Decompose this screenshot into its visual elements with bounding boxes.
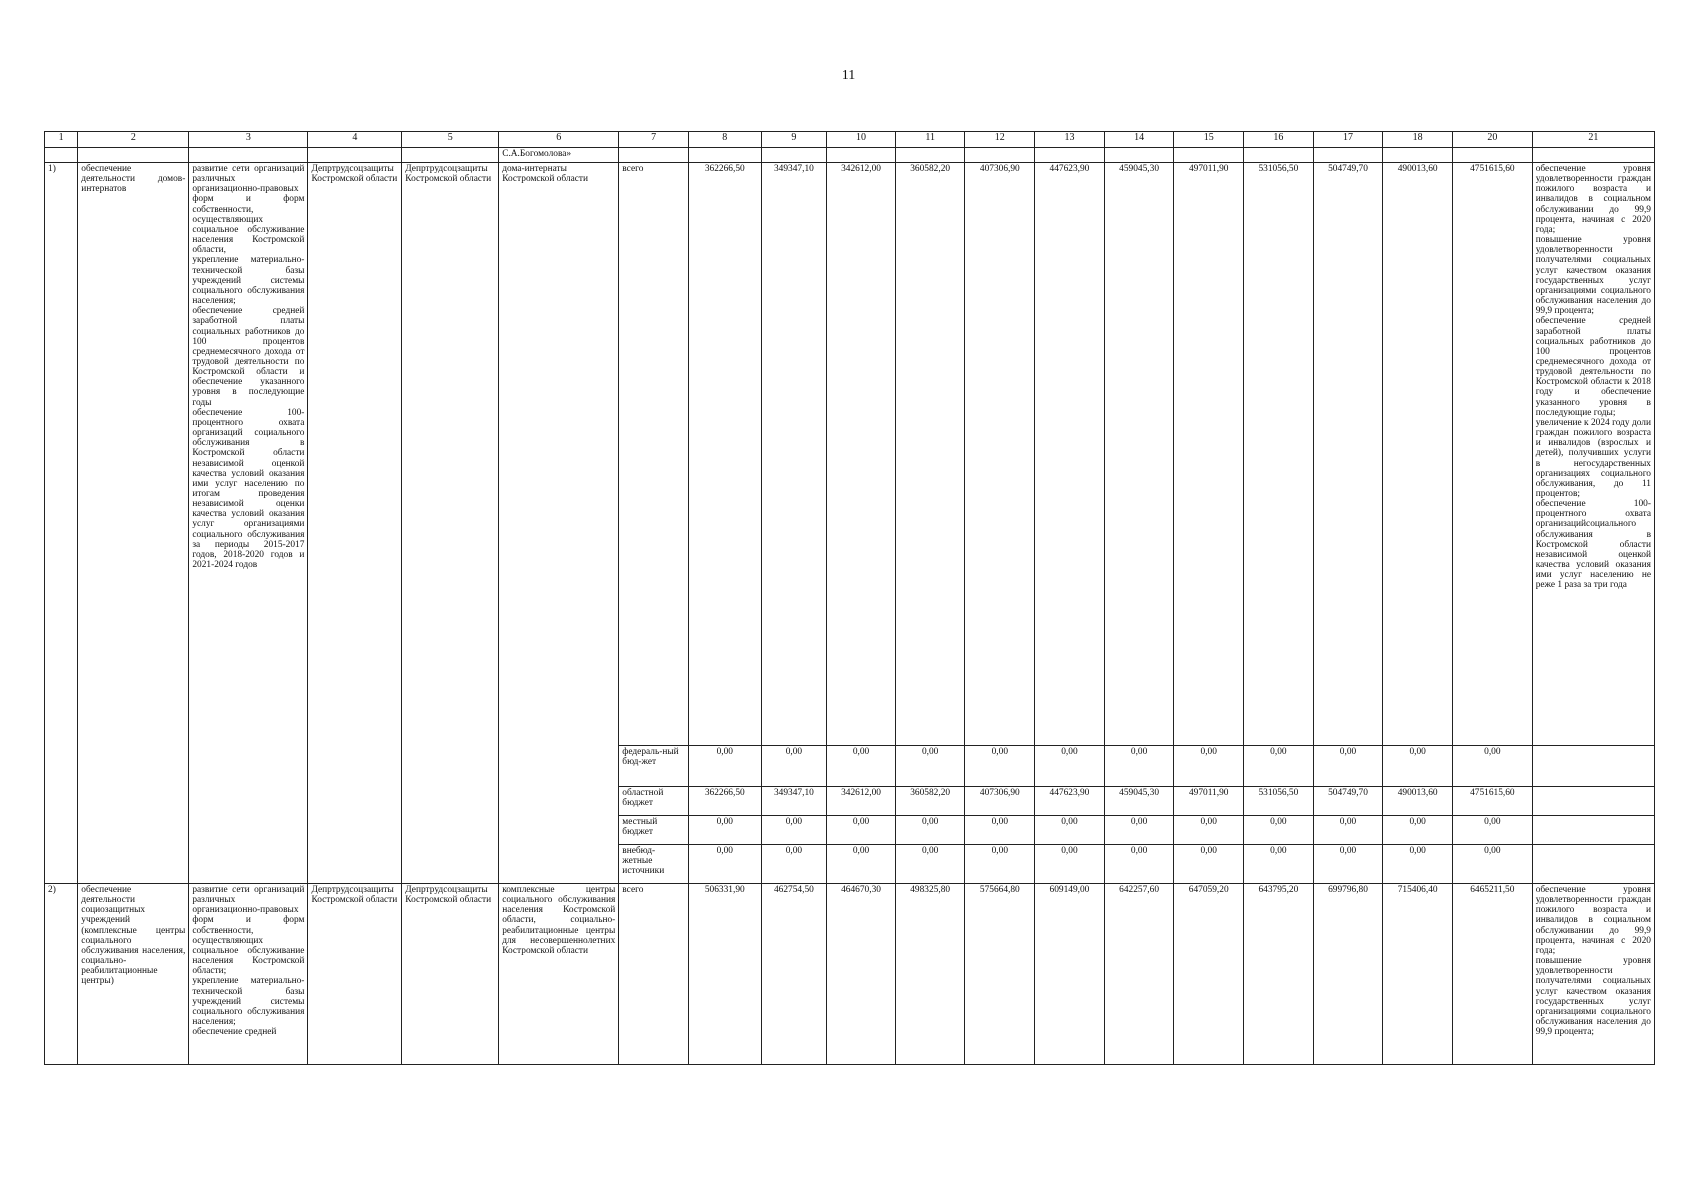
value-cell: 504749,70 bbox=[1313, 787, 1383, 816]
executor-cell: Депртрудсоцзащиты Костромской области bbox=[308, 163, 402, 884]
col-header: 14 bbox=[1104, 132, 1174, 148]
col-header: 5 bbox=[402, 132, 499, 148]
funding-source: федераль-ный бюд-жет bbox=[619, 746, 689, 787]
value-cell: 0,00 bbox=[1383, 746, 1453, 787]
carryover-text: С.А.Богомолова» bbox=[499, 148, 619, 163]
value-cell: 0,00 bbox=[1174, 845, 1244, 884]
value-cell: 4751615,60 bbox=[1452, 787, 1532, 816]
value-cell: 0,00 bbox=[761, 845, 827, 884]
col-header: 16 bbox=[1244, 132, 1314, 148]
col-header: 21 bbox=[1532, 132, 1654, 148]
value-cell: 0,00 bbox=[1383, 845, 1453, 884]
col-header: 11 bbox=[895, 132, 965, 148]
funding-source: областной бюджет bbox=[619, 787, 689, 816]
col-header: 20 bbox=[1452, 132, 1532, 148]
results-cell: обеспечение уровня удовлетворенности граждан пожилого возраста и инвалидов в социальном обслуживании до 99,9 процента, начиная с 2020 года; повышение уровня удовлетворенности получателями социальных услуг качеством оказания государственных услуг организациями социального обслуживания населения до 99,9 процента; обеспечение средней заработной платы социальных работников до 100 процентов среднемесячного дохода от трудовой деятельности по Костромской области к 2018 году и обеспечение указанного уровня в последующие годы; увеличение к 2024 году доли граждан пожилого возраста и инвалидов (взрослых и детей), получивших услуги в негосударственных организациях социального обслуживания, до 11 процентов; обеспечение 100-процентного охвата организацийсоциального обслуживания в Костромской области независимой оценкой качества условий оказания ими услуг населению не реже 1 раза за три года bbox=[1532, 163, 1654, 746]
value-cell: 4751615,60 bbox=[1452, 163, 1532, 746]
col-header: 9 bbox=[761, 132, 827, 148]
value-cell: 459045,30 bbox=[1104, 163, 1174, 746]
row-number: 1) bbox=[45, 163, 78, 884]
value-cell: 497011,90 bbox=[1174, 163, 1244, 746]
value-cell: 0,00 bbox=[1104, 816, 1174, 845]
measures-cell: развитие сети организаций различных организационно-правовых форм и форм собственности, осуществляющих социальное обслуживание населения Костромской области; укрепление материально-технической базы учреждений системы социального обслуживания населения; обеспечение средней bbox=[189, 884, 308, 1065]
col-header: 15 bbox=[1174, 132, 1244, 148]
col-header: 1 bbox=[45, 132, 78, 148]
value-cell: 0,00 bbox=[1104, 746, 1174, 787]
value-cell: 0,00 bbox=[1104, 845, 1174, 884]
institutions-cell: комплексные центры социального обслуживания населения Костромской области, социально-реабилитационные центры для несовершеннолетних Костромской области bbox=[499, 884, 619, 1065]
carryover-row bbox=[45, 148, 1655, 163]
col-header: 10 bbox=[827, 132, 896, 148]
value-cell: 0,00 bbox=[761, 816, 827, 845]
value-cell: 0,00 bbox=[965, 845, 1035, 884]
value-cell: 0,00 bbox=[688, 816, 761, 845]
funding-source: всего bbox=[619, 884, 689, 1065]
value-cell: 462754,50 bbox=[761, 884, 827, 1065]
value-cell: 362266,50 bbox=[688, 163, 761, 746]
value-cell: 0,00 bbox=[1035, 746, 1105, 787]
value-cell: 0,00 bbox=[1452, 816, 1532, 845]
table-row bbox=[45, 163, 1655, 746]
funding-source: всего bbox=[619, 163, 689, 746]
value-cell: 360582,20 bbox=[895, 163, 965, 746]
value-cell: 362266,50 bbox=[688, 787, 761, 816]
institutions-cell: дома-интернаты Костромской области bbox=[499, 163, 619, 884]
value-cell: 490013,60 bbox=[1383, 787, 1453, 816]
value-cell: 459045,30 bbox=[1104, 787, 1174, 816]
value-cell: 642257,60 bbox=[1104, 884, 1174, 1065]
value-cell: 0,00 bbox=[1174, 816, 1244, 845]
col-header: 8 bbox=[688, 132, 761, 148]
value-cell: 0,00 bbox=[1452, 845, 1532, 884]
value-cell: 464670,30 bbox=[827, 884, 896, 1065]
value-cell: 0,00 bbox=[688, 845, 761, 884]
value-cell: 447623,90 bbox=[1035, 163, 1105, 746]
value-cell: 0,00 bbox=[1035, 816, 1105, 845]
value-cell: 342612,00 bbox=[827, 787, 896, 816]
value-cell: 0,00 bbox=[895, 746, 965, 787]
participant-cell: Депртрудсоцзащиты Костромской области bbox=[402, 884, 499, 1065]
col-header: 18 bbox=[1383, 132, 1453, 148]
value-cell: 0,00 bbox=[827, 746, 896, 787]
table-row bbox=[45, 884, 1655, 1065]
value-cell: 609149,00 bbox=[1035, 884, 1105, 1065]
value-cell: 715406,40 bbox=[1383, 884, 1453, 1065]
value-cell: 6465211,50 bbox=[1452, 884, 1532, 1065]
col-header: 13 bbox=[1035, 132, 1105, 148]
value-cell: 0,00 bbox=[1244, 816, 1314, 845]
value-cell: 0,00 bbox=[1244, 845, 1314, 884]
value-cell: 0,00 bbox=[965, 746, 1035, 787]
value-cell: 349347,10 bbox=[761, 787, 827, 816]
header-row bbox=[45, 132, 1655, 148]
funding-source: внебюд-жетные источники bbox=[619, 845, 689, 884]
value-cell: 498325,80 bbox=[895, 884, 965, 1065]
value-cell: 447623,90 bbox=[1035, 787, 1105, 816]
value-cell: 0,00 bbox=[895, 816, 965, 845]
value-cell: 349347,10 bbox=[761, 163, 827, 746]
results-cell: обеспечение уровня удовлетворенности граждан пожилого возраста и инвалидов в социальном обслуживании до 99,9 процента, начиная с 2020 года; повышение уровня удовлетворенности получателями социальных услуг качеством оказания государственных услуг организациями социального обслуживания населения до 99,9 процента; bbox=[1532, 884, 1654, 1065]
value-cell: 0,00 bbox=[1244, 746, 1314, 787]
col-header: 12 bbox=[965, 132, 1035, 148]
value-cell: 0,00 bbox=[1313, 816, 1383, 845]
activity-cell: обеспечение деятельности домов-интернатов bbox=[78, 163, 189, 884]
value-cell: 360582,20 bbox=[895, 787, 965, 816]
value-cell: 699796,80 bbox=[1313, 884, 1383, 1065]
measures-cell: развитие сети организаций различных организационно-правовых форм и форм собственности, осуществляющих социальное обслуживание населения Костромской области, укрепление материально-технической базы учреждений системы социального обслуживания населения; обеспечение средней заработной платы социальных работников до 100 процентов среднемесячного дохода от трудовой деятельности по Костромской области и обеспечение указанного уровня в последующие годы обеспечение 100-процентного охвата организаций социального обслуживания в Костромской области независимой оценкой качества условий оказания ими услуг населению по итогам проведения независимой оценки качества условий оказания услуг организациями социального обслуживания за периоды 2015-2017 годов, 2018-2020 годов и 2021-2024 годов bbox=[189, 163, 308, 884]
value-cell: 531056,50 bbox=[1244, 787, 1314, 816]
value-cell: 0,00 bbox=[1035, 845, 1105, 884]
value-cell: 342612,00 bbox=[827, 163, 896, 746]
value-cell: 0,00 bbox=[761, 746, 827, 787]
value-cell: 497011,90 bbox=[1174, 787, 1244, 816]
program-table bbox=[44, 131, 1655, 1065]
funding-source: местный бюджет bbox=[619, 816, 689, 845]
value-cell: 407306,90 bbox=[965, 787, 1035, 816]
col-header: 4 bbox=[308, 132, 402, 148]
value-cell: 490013,60 bbox=[1383, 163, 1453, 746]
value-cell: 647059,20 bbox=[1174, 884, 1244, 1065]
activity-cell: обеспечение деятельности социозащитных учреждений (комплексные центры социального обслуживания населения, социально-реабилитационные центры) bbox=[78, 884, 189, 1065]
value-cell: 0,00 bbox=[1452, 746, 1532, 787]
page-number: 11 bbox=[841, 68, 856, 83]
value-cell: 0,00 bbox=[827, 845, 896, 884]
col-header: 3 bbox=[189, 132, 308, 148]
value-cell: 0,00 bbox=[1383, 816, 1453, 845]
col-header: 2 bbox=[78, 132, 189, 148]
row-number: 2) bbox=[45, 884, 78, 1065]
value-cell: 0,00 bbox=[827, 816, 896, 845]
participant-cell: Депртрудсоцзащиты Костромской области bbox=[402, 163, 499, 884]
value-cell: 0,00 bbox=[1174, 746, 1244, 787]
value-cell: 643795,20 bbox=[1244, 884, 1314, 1065]
col-header: 6 bbox=[499, 132, 619, 148]
value-cell: 0,00 bbox=[688, 746, 761, 787]
value-cell: 407306,90 bbox=[965, 163, 1035, 746]
col-header: 7 bbox=[619, 132, 689, 148]
value-cell: 0,00 bbox=[965, 816, 1035, 845]
value-cell: 0,00 bbox=[895, 845, 965, 884]
value-cell: 575664,80 bbox=[965, 884, 1035, 1065]
value-cell: 0,00 bbox=[1313, 746, 1383, 787]
value-cell: 504749,70 bbox=[1313, 163, 1383, 746]
value-cell: 506331,90 bbox=[688, 884, 761, 1065]
value-cell: 531056,50 bbox=[1244, 163, 1314, 746]
executor-cell: Депртрудсоцзащиты Костромской области bbox=[308, 884, 402, 1065]
col-header: 17 bbox=[1313, 132, 1383, 148]
value-cell: 0,00 bbox=[1313, 845, 1383, 884]
